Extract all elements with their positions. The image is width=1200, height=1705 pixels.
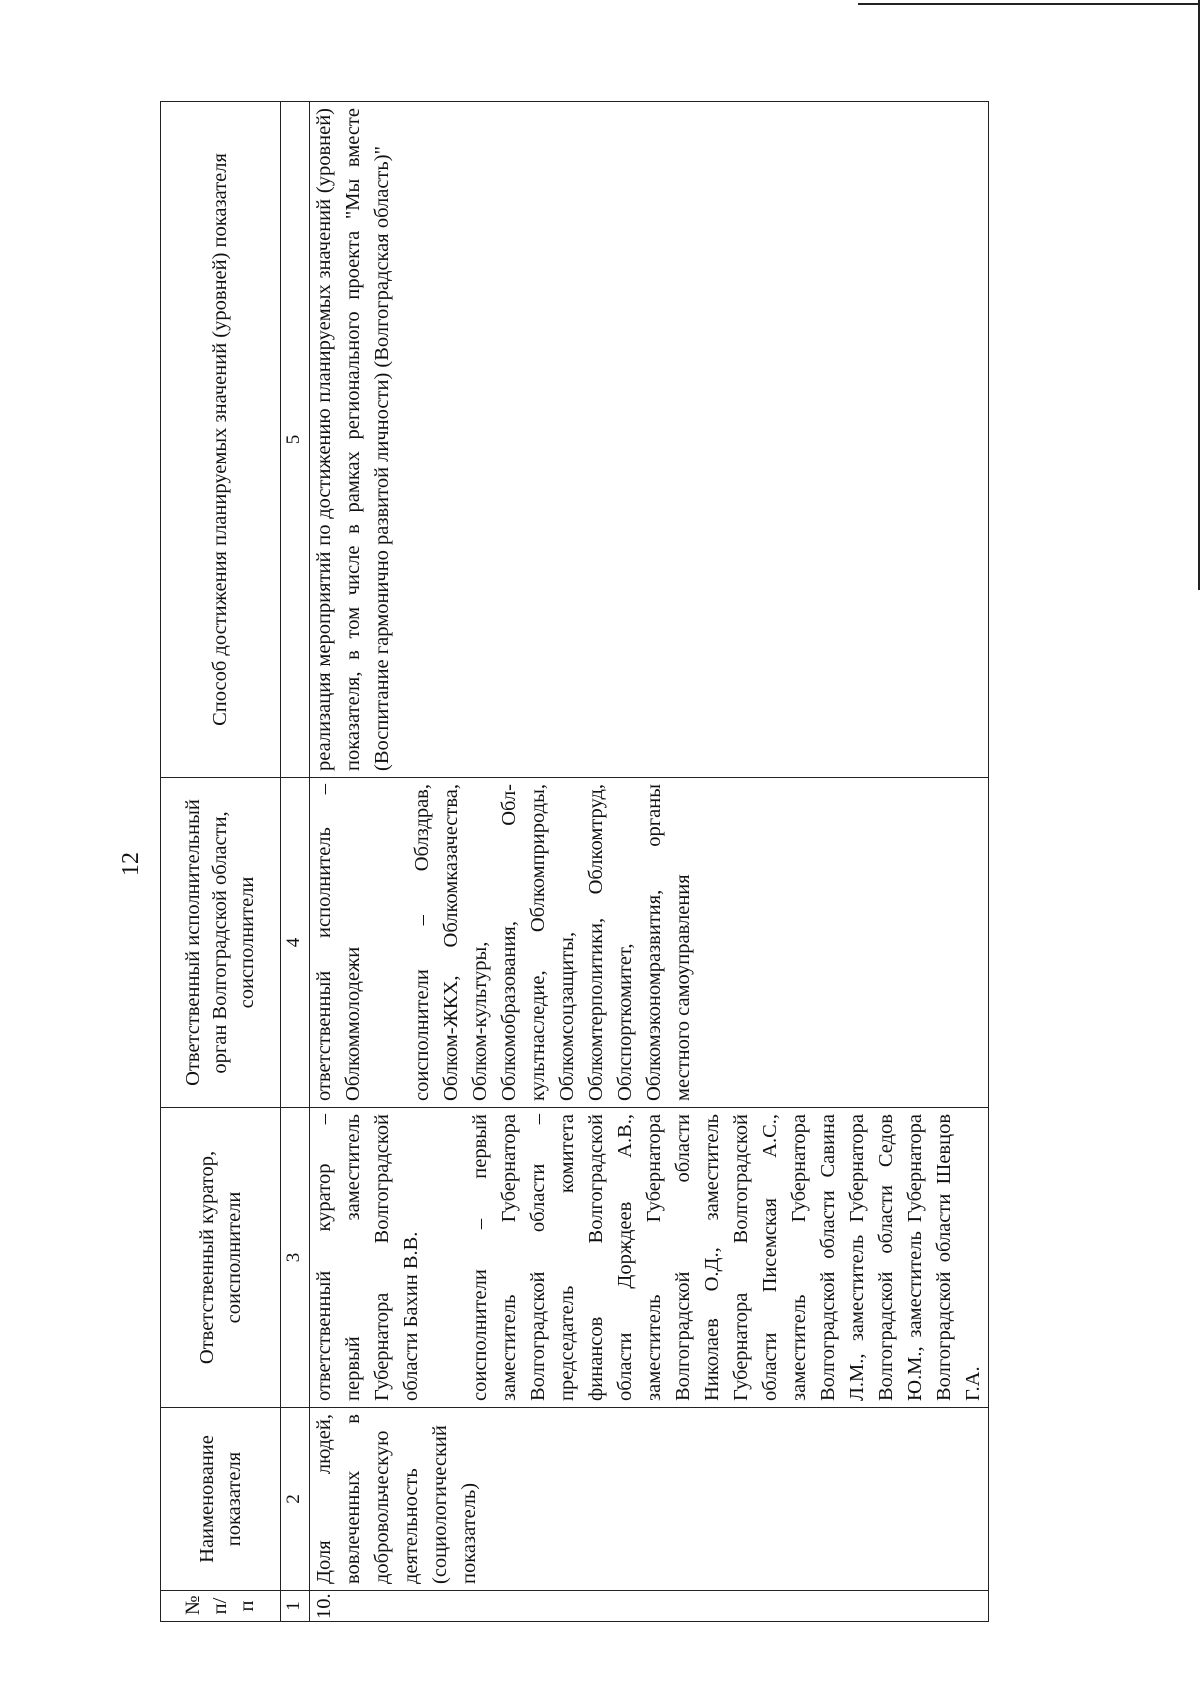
- scan-edge-line-top-right: [858, 3, 1200, 5]
- row-number: 10.: [310, 1591, 989, 1622]
- body-responsible: ответственный исполнитель – Облкоммолодежи: [313, 784, 364, 1101]
- page-number: 12: [118, 852, 144, 876]
- curator-coexecutors: соисполнители – первый заместитель Губернатора Волгоградской области – председатель комитета финансов Волгоградской области Дорждеев А.В., заместитель Губернатора Волгоградской области Николаев О.Д., заместитель Губернатора Волгоградской области Писемская А.С., заместитель Губернатора Волгоградской области Савина Л.М., заместитель Губернатора Волгоградской области Седов Ю.М., заместитель Губернатора Волгоградской области Шевцов Г.А.: [469, 1114, 984, 1401]
- body-coexecutors: соисполнители – Облздрав, Облком-ЖКХ, Облкомказачества, Облком-культуры, Облкомобразования, Обл-культнаследие, Облкомприроды, Облкомсоцзащиты, Облкомтерполитики, Облкомтруд, Облспорткомитет, Облкомэкономразвития, органы местного самоуправления: [411, 784, 694, 1101]
- column-number: 2: [281, 1408, 310, 1591]
- paragraph-gap: [426, 1114, 466, 1401]
- header-curator: Ответственный куратор, соисполнители: [161, 1108, 281, 1408]
- indicator-table: [160, 101, 989, 1622]
- executive-body-cell: [310, 778, 989, 1108]
- header-indicator-name: Наименование показателя: [161, 1408, 281, 1591]
- column-number: 3: [281, 1108, 310, 1408]
- header-number: № п/п: [161, 1591, 281, 1622]
- curator-cell: [310, 1108, 989, 1408]
- indicator-name: Доля людей, вовлеченных в добровольческую деятельность (социологический показатель): [310, 1408, 989, 1591]
- table-row: [310, 102, 989, 1622]
- table-header-row: [161, 102, 281, 1622]
- paragraph-gap: [368, 784, 408, 1101]
- achievement-method: реализация мероприятий по достижению планируемых значений (уровней) показателя, в том числе в рамках регионального проекта "Мы вместе (Воспитание гармонично развитой личности) (Волгоградская область)": [310, 102, 989, 778]
- curator-responsible: ответственный куратор – первый заместитель Губернатора Волгоградской области Бахин В.В.: [313, 1114, 422, 1401]
- column-number-row: [281, 102, 310, 1622]
- column-number: 1: [281, 1591, 310, 1622]
- column-number: 5: [281, 102, 310, 778]
- document-table-rotated: [160, 102, 1000, 1622]
- column-number: 4: [281, 778, 310, 1108]
- header-achievement-method: Способ достижения планируемых значений (уровней) показателя: [161, 102, 281, 778]
- header-executive-body: Ответственный исполнительный орган Волгоградской области, соисполнители: [161, 778, 281, 1108]
